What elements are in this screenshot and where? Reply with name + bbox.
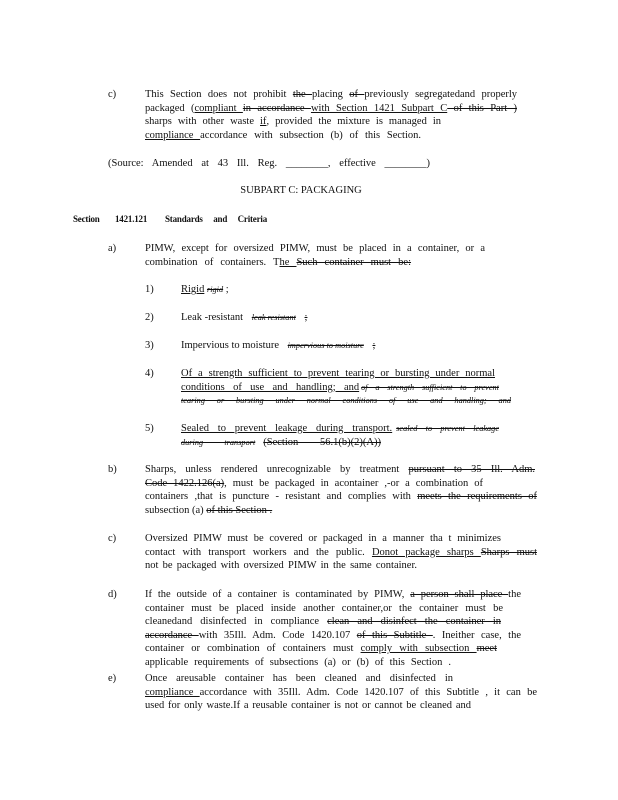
text-line bbox=[145, 463, 535, 477]
deleted-text: during transport bbox=[181, 437, 256, 447]
paragraph-b bbox=[145, 463, 539, 517]
deleted-text: the bbox=[292, 89, 313, 100]
inserted-text: conditions of use and handling; and bbox=[181, 381, 360, 393]
text-line bbox=[145, 115, 441, 129]
text-line: Once areusable container has been cleaned and disinfected in bbox=[145, 673, 453, 684]
deleted-text: clean and disinfect the container in bbox=[327, 616, 501, 628]
text-line: applicable requirements of subsections (a) or (b) of this Section . bbox=[145, 656, 451, 668]
deleted-text: of this Part ) bbox=[447, 102, 517, 114]
text-line: PIMW, except for oversized PIMW, must be placed in a container, or a bbox=[145, 243, 485, 254]
text-line bbox=[145, 686, 537, 700]
inserted-text: Rigid bbox=[181, 284, 205, 295]
text-run: , must be packaged in acontainer ,-or a combination of bbox=[224, 477, 483, 489]
inserted-text: if bbox=[260, 116, 267, 128]
deleted-text: Such container must be: bbox=[296, 256, 412, 268]
paragraph-e bbox=[145, 672, 537, 713]
text-run: ; bbox=[372, 340, 376, 351]
text-run: sharps with other waste bbox=[145, 116, 261, 128]
source-blank: ________, bbox=[285, 158, 331, 169]
text-line bbox=[145, 256, 411, 270]
deleted-text: meet bbox=[476, 643, 497, 655]
text-run: previously segregatedand properly bbox=[364, 89, 518, 100]
text-line bbox=[145, 629, 521, 643]
paragraph-c bbox=[145, 532, 537, 573]
inserted-text: with Section 1421 Subpart C bbox=[310, 102, 448, 114]
inserted-text: he bbox=[279, 256, 297, 268]
text-line bbox=[181, 422, 499, 436]
text-line bbox=[145, 102, 517, 116]
deleted-text: meets the requirements of bbox=[417, 491, 537, 503]
deleted-text: Sharps must bbox=[480, 546, 537, 558]
para-label: d) bbox=[108, 589, 117, 600]
text-line bbox=[145, 642, 497, 656]
text-line bbox=[181, 381, 499, 395]
paragraph-c-top bbox=[145, 88, 517, 142]
deleted-text: sealed to prevent leakage bbox=[396, 424, 499, 433]
text-run: containers ,that is puncture - resistant and complies with bbox=[145, 491, 418, 503]
text-line bbox=[145, 490, 537, 504]
text-line bbox=[145, 615, 501, 629]
text-line bbox=[145, 504, 539, 518]
text-line bbox=[145, 129, 421, 143]
source-effective: effective bbox=[339, 158, 376, 169]
text-run: Impervious to moisture bbox=[181, 340, 279, 351]
paragraph-a bbox=[145, 242, 485, 269]
deleted-text: accordance bbox=[145, 629, 199, 641]
text-line bbox=[181, 436, 381, 450]
text-run: with 35Ill. Adm. Code 1420.107 bbox=[198, 629, 357, 641]
item-number: 3) bbox=[145, 340, 154, 351]
section-title: Standards and Criteria bbox=[165, 214, 267, 224]
list-item-4 bbox=[181, 367, 511, 408]
para-label: c) bbox=[108, 89, 117, 100]
para-label: a) bbox=[108, 243, 117, 254]
text-line: tearing or bursting under normal conditions of use and handling; and bbox=[181, 396, 511, 406]
text-run: combination of containers. T bbox=[145, 256, 280, 268]
text-run: accordance with 35Ill. Adm. Code 1420.107 of this Subtitle , it can be bbox=[199, 686, 537, 698]
text-run: ; bbox=[304, 312, 308, 323]
list-item bbox=[181, 311, 307, 325]
text-line: not be packaged with oversized PIMW in the same container. bbox=[145, 560, 417, 572]
deleted-text: pursuant to 35 Ill. Adm. bbox=[408, 464, 535, 475]
text-line bbox=[145, 588, 521, 602]
text-run: cleanedand disinfected in compliance bbox=[145, 616, 328, 628]
text-run: . Ineither case, the bbox=[432, 629, 521, 641]
deleted-text: rigid bbox=[206, 285, 224, 294]
text-line bbox=[145, 88, 517, 102]
text-run: accordance with subsection (b) of this Section. bbox=[200, 129, 421, 141]
text-run: contact with transport workers and the public. bbox=[145, 546, 372, 558]
text-line: container must be placed inside another container,or the container must be bbox=[145, 602, 503, 614]
inserted-text: comply with subsection bbox=[360, 643, 477, 655]
deleted-text: of this Subtitle bbox=[356, 629, 433, 641]
text-run: Leak -resistant bbox=[181, 312, 244, 323]
text-line: used for only waste.If a reusable container is not or cannot be cleaned and bbox=[145, 700, 471, 712]
deleted-text: leak resistant bbox=[251, 313, 296, 322]
deleted-text: (Section 56.1(b)(2)(A)) bbox=[263, 436, 381, 448]
section-word: Section bbox=[73, 214, 100, 224]
text-run: Sharps, unless rendered unrecognizable by treatment bbox=[145, 464, 409, 475]
subpart-title: SUBPART C: PACKAGING bbox=[240, 185, 362, 196]
inserted-text: Sealed to prevent leakage during transport. bbox=[181, 423, 393, 434]
deleted-text: in accordance bbox=[242, 102, 311, 114]
deleted-text: a person shall place bbox=[410, 589, 509, 600]
source-amended: Amended at 43 Ill. Reg. bbox=[151, 158, 278, 169]
inserted-text: compliance bbox=[145, 129, 201, 141]
deleted-text: of a strength sufficient to prevent bbox=[361, 382, 499, 392]
text-line bbox=[108, 157, 430, 171]
item-number: 1) bbox=[145, 284, 154, 295]
deleted-text: of bbox=[349, 89, 365, 100]
inserted-text: compliance bbox=[145, 686, 200, 698]
deleted-text: of this Section . bbox=[206, 504, 273, 516]
text-run: packaged ( bbox=[145, 102, 195, 114]
text-run: subsection (a) bbox=[145, 504, 207, 516]
section-title-wrap bbox=[165, 213, 267, 227]
text-run: the bbox=[508, 589, 521, 600]
source-prefix: (Source: bbox=[108, 158, 144, 169]
text-line bbox=[145, 546, 537, 560]
text-run: If the outside of a container is contaminated by PIMW, bbox=[145, 589, 411, 600]
text-run: container or combination of containers must bbox=[145, 643, 361, 655]
item-number: 5) bbox=[145, 423, 154, 434]
text-run: ; bbox=[225, 284, 229, 295]
text-line bbox=[145, 477, 483, 491]
source-blank: ________) bbox=[384, 158, 431, 169]
list-item bbox=[181, 339, 375, 353]
inserted-text: Donot package sharps bbox=[371, 546, 481, 558]
deleted-text: impervious to moisture bbox=[287, 341, 364, 350]
text-run: This Section does not prohibit bbox=[145, 89, 293, 100]
para-label: b) bbox=[108, 464, 117, 475]
text-line: Of a strength sufficient to prevent tearing or bursting under normal bbox=[181, 368, 495, 379]
item-number: 2) bbox=[145, 312, 154, 323]
inserted-text: compliant bbox=[194, 102, 243, 114]
text-line: Oversized PIMW must be covered or packaged in a manner tha t minimizes bbox=[145, 533, 501, 544]
para-label: c) bbox=[108, 533, 117, 544]
list-item-5 bbox=[181, 422, 499, 449]
list-item bbox=[181, 283, 229, 297]
text-run: , provided the mixture is managed in bbox=[266, 116, 441, 128]
text-run: placing bbox=[312, 89, 350, 100]
source-note bbox=[108, 157, 430, 171]
section-number: 1421.121 bbox=[115, 214, 148, 224]
paragraph-d bbox=[145, 588, 521, 670]
item-number: 4) bbox=[145, 368, 154, 379]
deleted-text: Code 1422.126(a) bbox=[145, 477, 225, 489]
para-label: e) bbox=[108, 673, 117, 684]
